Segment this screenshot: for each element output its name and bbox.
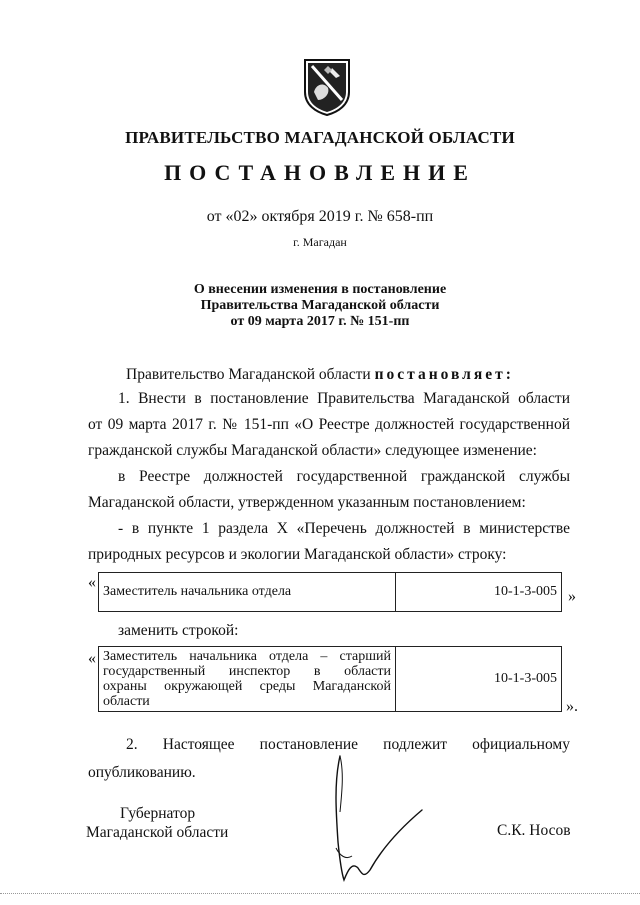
open-quote: «: [88, 574, 96, 591]
paragraph-3-line: - в пункте 1 раздела X «Перечень должностей в министерстве: [118, 520, 570, 537]
signatory-name: С.К. Носов: [497, 822, 571, 839]
replace-with-text: заменить строкой:: [118, 622, 239, 639]
document-date-number: от «02» октября 2019 г. № 658-пп: [206, 208, 434, 225]
paragraph-1-line: от 09 марта 2017 г. № 151-пп «О Реестре должностей государственной: [88, 416, 570, 433]
paragraph-1-line: 1. Внести в постановление Правительства Магаданской области: [118, 390, 570, 407]
table-cell-code: 10-1-3-005: [396, 647, 562, 712]
open-quote: «: [88, 650, 96, 667]
document-city: г. Магадан: [293, 235, 347, 249]
table-cell-position: Заместитель начальника отдела: [99, 573, 396, 612]
subject-line: О внесении изменения в постановление: [193, 282, 447, 297]
new-position-table: [98, 646, 562, 712]
intro-paragraph: [126, 362, 514, 388]
paragraph-4-line: 2. Настоящее постановление подлежит официальному: [126, 736, 570, 753]
signatory-title: Губернатор Магаданской области: [86, 805, 229, 841]
paragraph-4-line: опубликованию.: [88, 764, 196, 781]
document-type: ПОСТАНОВЛЕНИЕ: [164, 160, 476, 185]
table-row: [99, 647, 562, 712]
table-cell-code: 10-1-3-005: [396, 573, 562, 612]
paragraph-3-line: природных ресурсов и экологии Магаданской области» строку:: [88, 546, 507, 563]
table-row: [99, 573, 562, 612]
table-cell-position: Заместитель начальника отдела – старший государственный инспектор в области охраны окружающей среды Магаданской области: [99, 647, 396, 712]
subject-line: Правительства Магаданской области: [200, 298, 440, 313]
coat-of-arms-emblem: [302, 58, 352, 116]
paragraph-2-line: в Реестре должностей государственной гражданской службы: [118, 468, 570, 485]
handwritten-signature: [318, 752, 430, 892]
document-subject: [0, 282, 640, 330]
old-position-table: [98, 572, 562, 612]
intro-text: Правительство Магаданской области: [126, 366, 371, 383]
subject-line: от 09 марта 2017 г. № 151-пп: [230, 314, 410, 329]
paragraph-1-line: гражданской службы Магаданской области» следующее изменение:: [88, 442, 537, 459]
organization-title: ПРАВИТЕЛЬСТВО МАГАДАНСКОЙ ОБЛАСТИ: [125, 128, 515, 147]
intro-verb: постановляет:: [374, 366, 514, 383]
close-quote: »: [568, 588, 576, 605]
paragraph-2-line: Магаданской области, утвержденном указанным постановлением:: [88, 494, 526, 511]
close-quote: ».: [566, 698, 578, 715]
page-bottom-divider: [0, 893, 640, 894]
